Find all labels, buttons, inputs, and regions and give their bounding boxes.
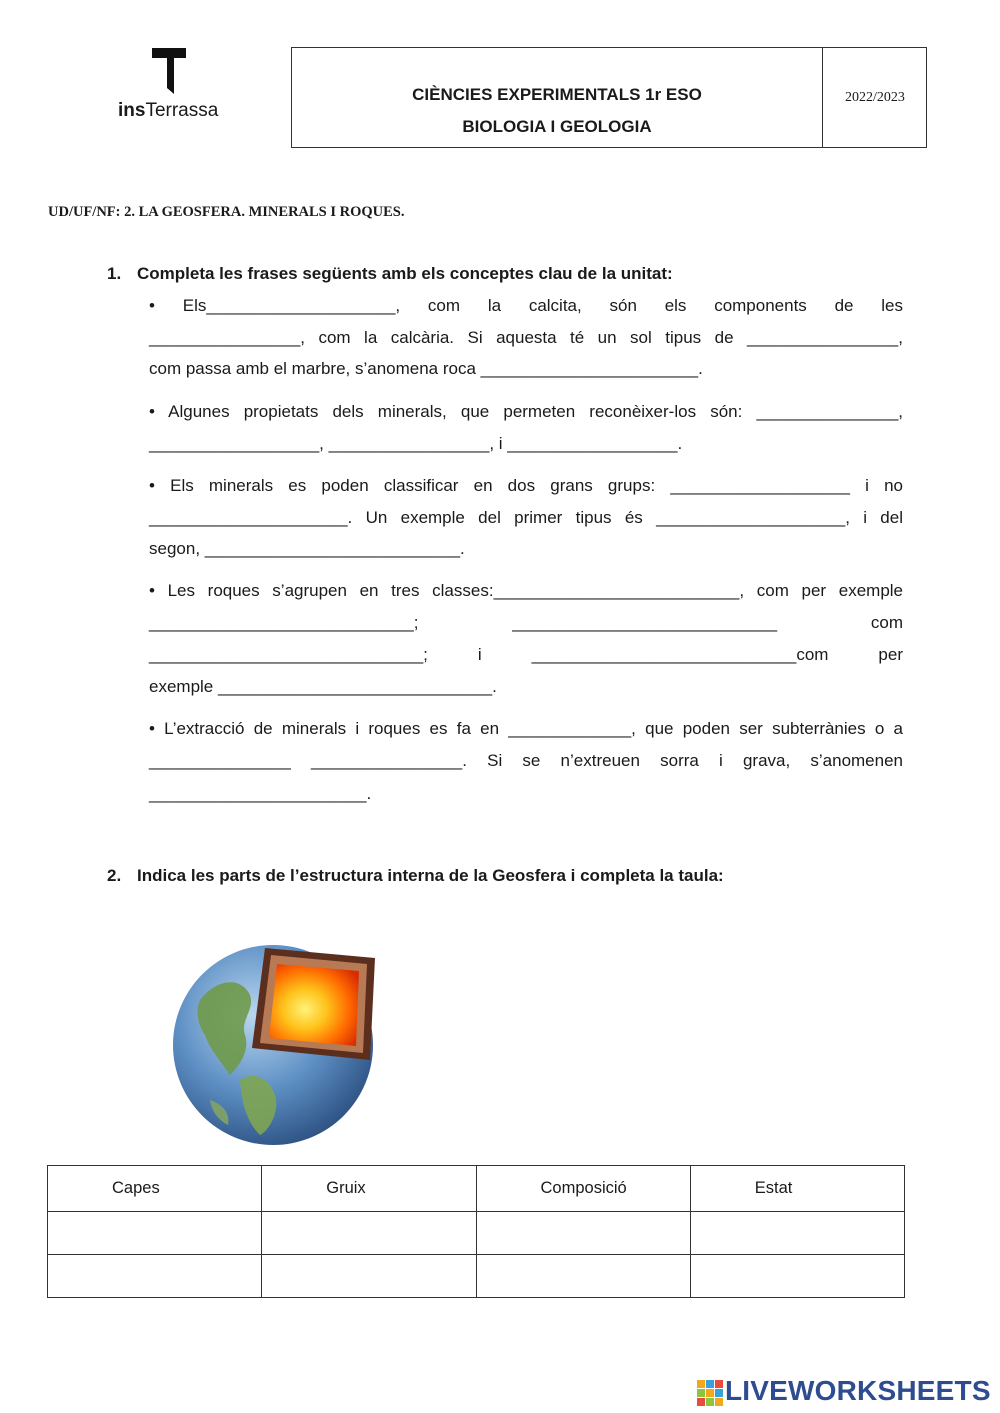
header-estat: Estat: [690, 1166, 904, 1212]
question-1-text: Completa les frases següents amb els conceptes clau de la unitat:: [137, 264, 673, 283]
school-logo-icon: [150, 46, 190, 96]
question-2-text: Indica les parts de l’estructura interna de la Geosfera i completa la taula:: [137, 866, 724, 885]
q1-line-13[interactable]: • L’extracció de minerals i roques es fa en _____________, que poden ser subterrànies o a: [149, 719, 903, 738]
table-cell[interactable]: [48, 1212, 262, 1255]
q1-line-11[interactable]: _____________________________; i ____________________________com per: [149, 645, 903, 664]
table-cell[interactable]: [476, 1255, 690, 1298]
question-2: [107, 866, 724, 886]
q1-line-15[interactable]: _______________________.: [149, 784, 372, 803]
school-logo-text: [118, 100, 218, 122]
table-cell[interactable]: [48, 1255, 262, 1298]
table-cell[interactable]: [262, 1212, 476, 1255]
logo-name: Terrassa: [145, 100, 219, 121]
school-year: 2022/2023: [845, 90, 905, 105]
q1-line-1[interactable]: • Els____________________, com la calcita, són els components de les: [149, 296, 903, 315]
q1-line-14[interactable]: _______________ ________________. Si se n’extreuen sorra i grava, s’anomenen: [149, 751, 903, 770]
header-composicio: Composició: [476, 1166, 690, 1212]
q1-line-12[interactable]: exemple _____________________________.: [149, 677, 497, 696]
table-cell[interactable]: [690, 1212, 904, 1255]
layers-table: [47, 1165, 905, 1298]
table-row: [48, 1212, 905, 1255]
header-box: [291, 47, 927, 148]
question-1: [107, 264, 673, 284]
table-cell[interactable]: [262, 1255, 476, 1298]
table-cell[interactable]: [476, 1212, 690, 1255]
unit-title: UD/UF/NF: 2. LA GEOSFERA. MINERALS I ROQUES.: [48, 204, 405, 220]
header-gruix: Gruix: [262, 1166, 476, 1212]
q1-line-9[interactable]: • Les roques s’agrupen en tres classes:__________________________, com per exemple: [149, 581, 903, 600]
q1-line-8[interactable]: segon, ___________________________.: [149, 539, 465, 558]
logo-prefix: ins: [118, 100, 146, 121]
earth-cutaway-icon: [170, 940, 380, 1150]
table-row: [48, 1255, 905, 1298]
table-header-row: [48, 1166, 905, 1212]
q1-line-3[interactable]: com passa amb el marbre, s’anomena roca _______________________.: [149, 359, 703, 378]
q1-line-7[interactable]: _____________________. Un exemple del primer tipus és ____________________, i del: [149, 508, 903, 527]
liveworksheets-logo-icon: [697, 1380, 723, 1406]
q1-line-2[interactable]: ________________, com la calcària. Si aquesta té un sol tipus de ________________,: [149, 328, 903, 347]
header-main-cell: [292, 48, 823, 147]
header-capes: Capes: [48, 1166, 262, 1212]
q1-line-5[interactable]: __________________, _________________, i __________________.: [149, 434, 683, 453]
course-title: CIÈNCIES EXPERIMENTALS 1r ESO: [412, 85, 702, 104]
q1-line-6[interactable]: • Els minerals es poden classificar en dos grans grups: ___________________ i no: [149, 476, 903, 495]
liveworksheets-brand: LIVEWORKSHEETS: [725, 1375, 991, 1406]
question-1-number: 1.: [107, 264, 122, 283]
q1-line-4[interactable]: • Algunes propietats dels minerals, que permeten reconèixer-los són: _______________,: [149, 402, 903, 421]
table-cell[interactable]: [690, 1255, 904, 1298]
question-2-number: 2.: [107, 866, 122, 885]
subject-title: BIOLOGIA I GEOLOGIA: [462, 117, 652, 136]
q1-line-10[interactable]: ____________________________; ____________________________ com: [149, 613, 903, 632]
